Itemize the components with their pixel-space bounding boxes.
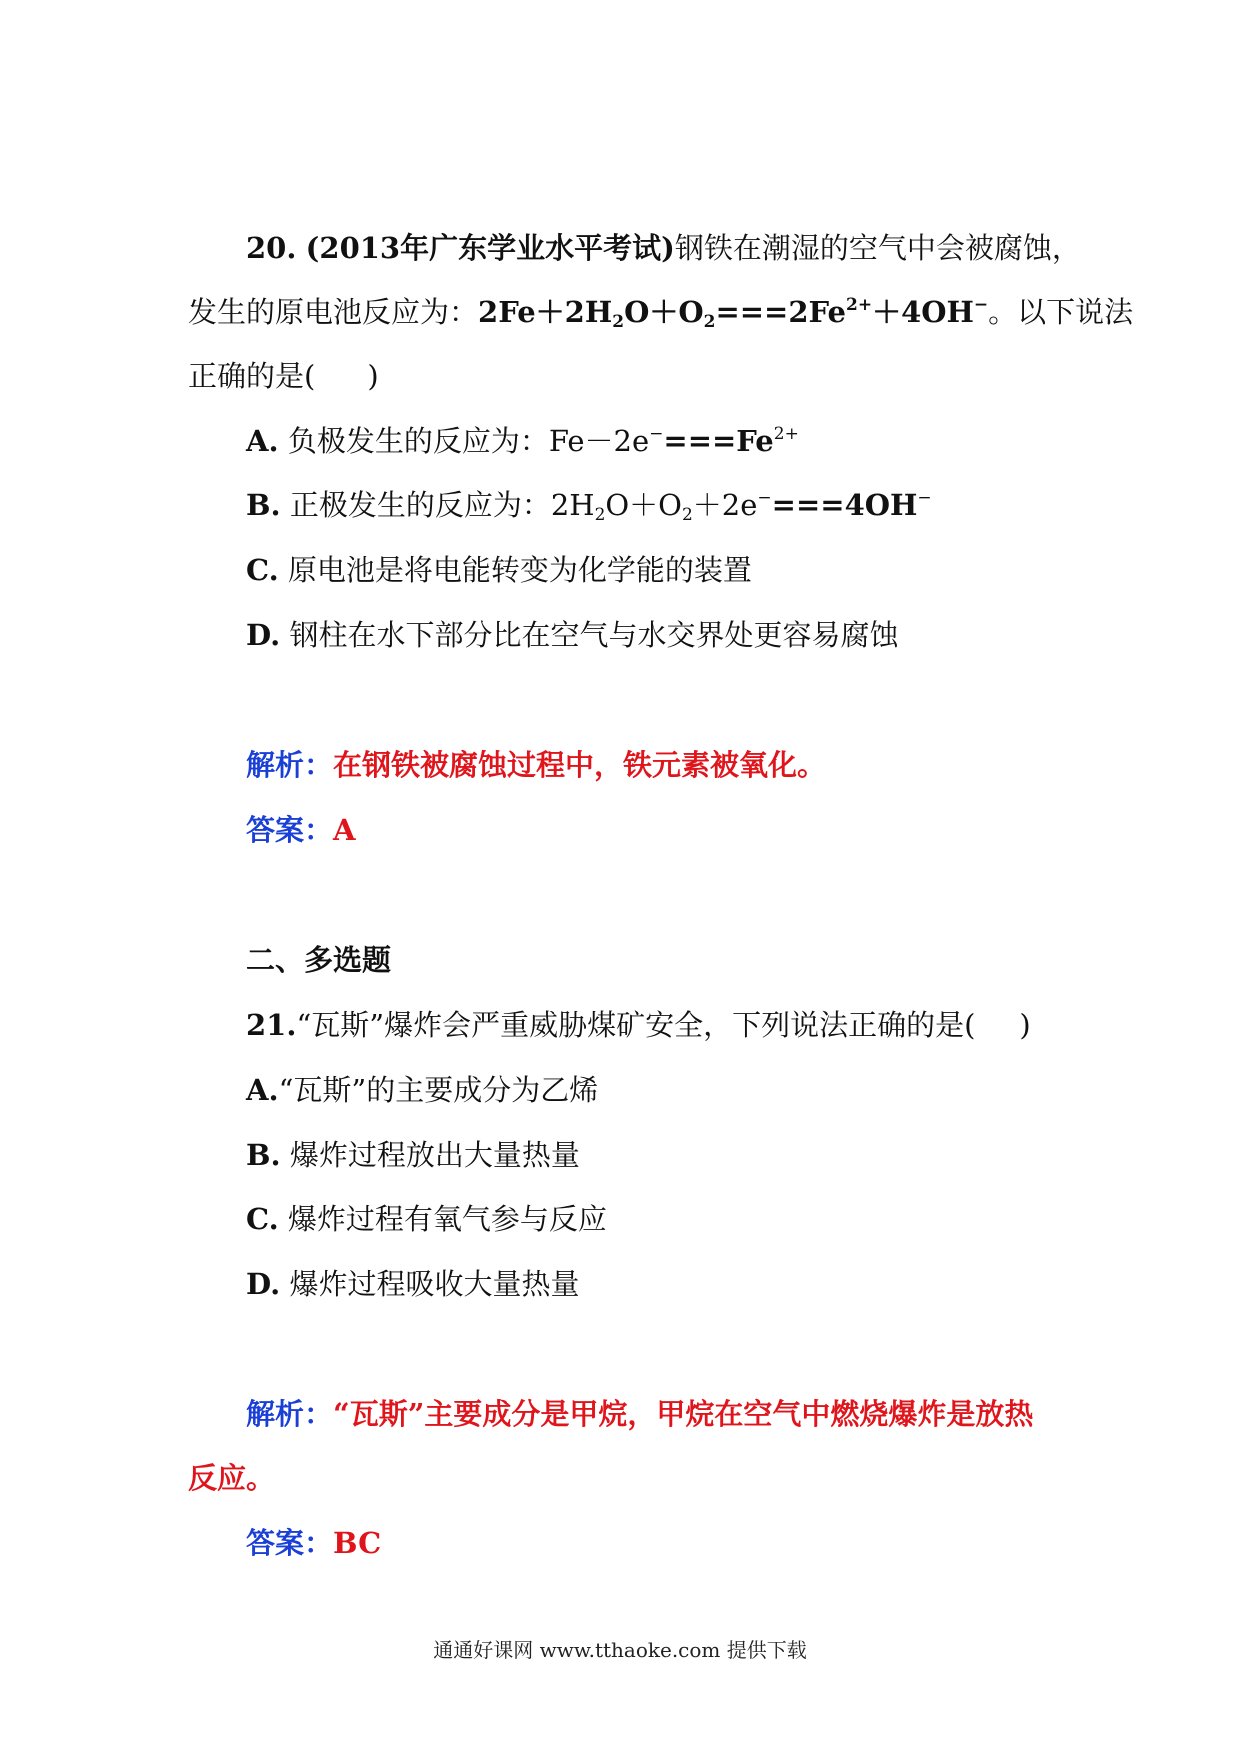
option-text: 正极发生的反应为：$2H_2O+O_2+2e^-===4OH^-$	[289, 488, 932, 525]
option-label: D.	[246, 618, 281, 652]
answer-label: 答案：	[246, 1526, 334, 1560]
q21-option-d	[246, 1264, 579, 1304]
q20-option-c	[246, 550, 752, 590]
q20-bracket-close: )	[367, 359, 379, 393]
q20-stem-text: 钢铁在潮湿的空气中会被腐蚀，	[674, 231, 1081, 265]
analysis-text: “瓦斯”主要成分是甲烷，甲烷在空气中燃烧爆炸是放热	[333, 1397, 1034, 1431]
analysis-text: 在钢铁被腐蚀过程中，铁元素被氧化。	[333, 748, 827, 782]
analysis-label: 解析：	[246, 748, 334, 782]
q20-stem-line-1	[246, 228, 1081, 268]
option-text: 钢柱在水下部分比在空气与水交界处更容易腐蚀	[289, 618, 899, 652]
answer-text: BC	[333, 1526, 382, 1560]
answer-label: 答案：	[246, 813, 334, 847]
q21-bracket-close: )	[1019, 1008, 1031, 1042]
option-label: C.	[246, 1202, 279, 1236]
q21-analysis-line-1	[246, 1394, 1033, 1434]
q20-number: 20.	[246, 231, 297, 265]
option-text: “瓦斯”的主要成分为乙烯	[278, 1073, 599, 1107]
q20-equation: $2Fe+2H_2O+O_2===2Fe^{2+}+4OH^-$	[478, 295, 989, 332]
option-label: A.	[246, 424, 279, 458]
section-title: 二、多选题	[246, 943, 392, 977]
q20-option-a	[246, 421, 799, 461]
q21-number: 21.	[246, 1008, 297, 1042]
option-label: A.	[246, 1073, 279, 1107]
q21-option-c	[246, 1199, 607, 1239]
q20-answer	[246, 810, 356, 850]
option-text: 爆炸过程有氧气参与反应	[287, 1202, 607, 1236]
option-label: D.	[246, 1267, 281, 1301]
answer-text: A	[333, 813, 356, 847]
q21-option-b	[246, 1135, 580, 1175]
q20-stem-text-2: 发生的原电池反应为：	[188, 295, 479, 329]
q20-option-d	[246, 615, 898, 655]
page-footer: 通通好课网 www.tthaoke.com 提供下载	[433, 1638, 807, 1662]
q20-stem-text-4: 正确的是(	[188, 359, 316, 393]
q20-source: (2013年广东学业水平考试)	[305, 231, 675, 265]
q20-analysis	[246, 745, 826, 785]
q20-option-b	[246, 485, 932, 525]
option-label: C.	[246, 553, 279, 587]
option-text: 负极发生的反应为：$Fe-2e^-===Fe^{2+}$	[287, 424, 799, 458]
q20-stem-line-3	[188, 356, 379, 396]
option-label: B.	[246, 488, 281, 522]
q20-stem-line-2	[188, 292, 1133, 332]
analysis-label: 解析：	[246, 1397, 334, 1431]
option-label: B.	[246, 1138, 281, 1172]
q20-stem-text-3: 。以下说法	[988, 295, 1134, 329]
q21-stem	[246, 1005, 1031, 1045]
option-text: 原电池是将电能转变为化学能的装置	[287, 553, 752, 587]
option-text: 爆炸过程放出大量热量	[289, 1138, 580, 1172]
q21-option-a	[246, 1070, 598, 1110]
option-text: 爆炸过程吸收大量热量	[289, 1267, 580, 1301]
q21-analysis-line-2: 反应。	[188, 1461, 276, 1495]
q21-answer	[246, 1523, 381, 1563]
q21-stem-text: “瓦斯”爆炸会严重威胁煤矿安全，下列说法正确的是(	[296, 1008, 976, 1042]
